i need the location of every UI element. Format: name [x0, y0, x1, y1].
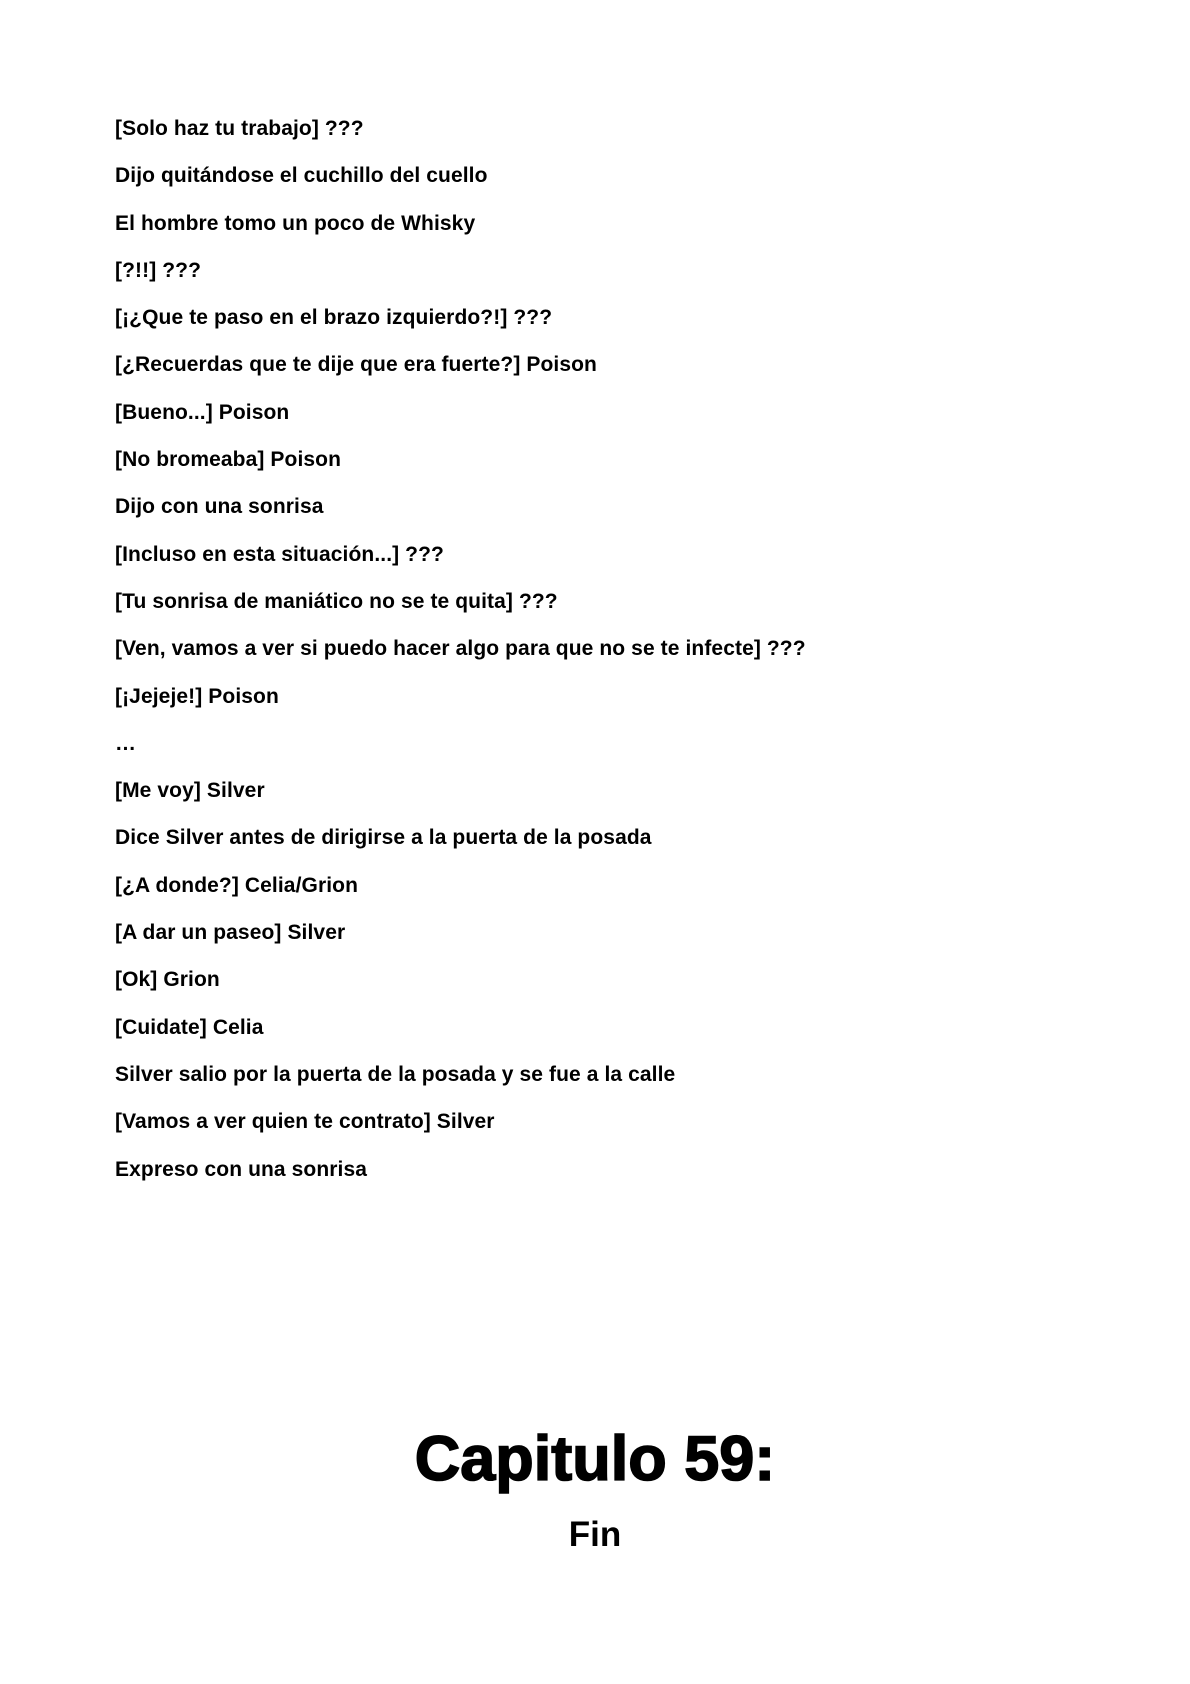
story-line: [?!!] ??? — [115, 258, 202, 282]
story-line: Dice Silver antes de dirigirse a la puerta de la posada — [115, 826, 652, 850]
story-line: [Vamos a ver quien te contrato] Silver — [115, 1110, 495, 1134]
story-line: [Solo haz tu trabajo] ??? — [115, 117, 364, 140]
story-line: Dijo con una sonrisa — [115, 495, 324, 519]
story-line: El hombre tomo un poco de Whisky — [115, 211, 476, 235]
story-line: [Cuidate] Celia — [115, 1015, 264, 1039]
story-line: [Tu sonrisa de maniático no se te quita] ??? — [115, 589, 558, 613]
story-text-block — [115, 105, 1115, 1193]
story-line: Expreso con una sonrisa — [115, 1157, 368, 1181]
story-line: [No bromeaba] Poison — [115, 448, 342, 472]
story-line: … — [115, 731, 137, 755]
story-line: [Me voy] Silver — [115, 779, 265, 803]
story-line: Dijo quitándose el cuchillo del cuello — [115, 164, 488, 188]
story-line: [Ok] Grion — [115, 968, 220, 992]
story-line: [¡¿Que te paso en el brazo izquierdo?!] ??? — [115, 306, 553, 330]
chapter-subtitle: Fin — [568, 1515, 622, 1554]
chapter-title: Capitulo 59: — [414, 1424, 776, 1494]
story-line: [A dar un paseo] Silver — [115, 921, 346, 945]
story-line: [¿A donde?] Celia/Grion — [115, 873, 359, 897]
story-line: [¿Recuerdas que te dije que era fuerte?] Poison — [115, 353, 597, 377]
story-line: [¡Jejeje!] Poison — [115, 684, 279, 708]
story-line: [Ven, vamos a ver si puedo hacer algo para que no se te infecte] ??? — [115, 637, 806, 661]
story-line: [Bueno...] Poison — [115, 400, 290, 424]
story-line: [Incluso en esta situación...] ??? — [115, 542, 444, 566]
story-line: Silver salio por la puerta de la posada y se fue a la calle — [115, 1062, 676, 1086]
